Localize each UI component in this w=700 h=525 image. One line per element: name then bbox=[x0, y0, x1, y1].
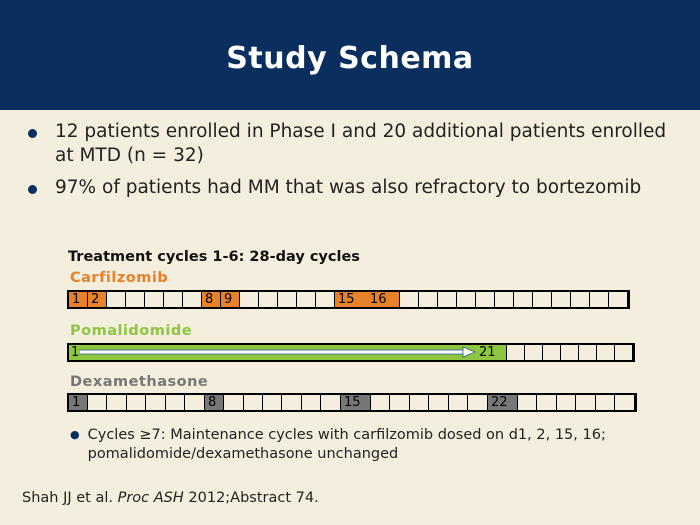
dexamethasone-dose-day: 15 bbox=[341, 395, 371, 410]
dexamethasone-dose-day: 22 bbox=[488, 395, 518, 410]
sub-bullet bbox=[70, 426, 680, 464]
carfilzomib-dose-day: 8 bbox=[202, 292, 221, 307]
pomalidomide-rest-day bbox=[579, 345, 597, 360]
carfilzomib-rest-day bbox=[259, 292, 278, 307]
carfilzomib-rest-day bbox=[164, 292, 183, 307]
continuous-dosing-arrow-icon bbox=[79, 345, 479, 360]
sub-bullet-text: Cycles ≥7: Maintenance cycles with carfilzomib dosed on d1, 2, 15, 16; pomalidomide/dexamethasone unchanged bbox=[87, 427, 606, 462]
carfilzomib-rest-day bbox=[240, 292, 259, 307]
reference-citation bbox=[22, 490, 319, 506]
carfilzomib-rest-day bbox=[107, 292, 126, 307]
dexamethasone-rest-day bbox=[469, 395, 488, 410]
bullet-item bbox=[28, 120, 668, 168]
carfilzomib-rest-day bbox=[400, 292, 419, 307]
bullet-dot-icon bbox=[28, 129, 37, 138]
dexamethasone-rest-day bbox=[186, 395, 205, 410]
dexamethasone-dosing-bar bbox=[67, 393, 637, 412]
dexamethasone-rest-day bbox=[577, 395, 596, 410]
dexamethasone-rest-day bbox=[322, 395, 341, 410]
dexamethasone-label: Dexamethasone bbox=[70, 374, 209, 390]
carfilzomib-rest-day bbox=[495, 292, 514, 307]
carfilzomib-rest-day bbox=[457, 292, 476, 307]
dexamethasone-rest-day bbox=[263, 395, 282, 410]
dexamethasone-rest-day bbox=[127, 395, 146, 410]
dexamethasone-rest-day bbox=[616, 395, 635, 410]
sub-bullet-dot-icon: ● bbox=[70, 428, 80, 441]
carfilzomib-dose-day: 1 bbox=[69, 292, 88, 307]
dexamethasone-rest-day bbox=[449, 395, 468, 410]
dexamethasone-rest-day bbox=[225, 395, 244, 410]
carfilzomib-dose-day: 2 bbox=[88, 292, 107, 307]
carfilzomib-rest-day bbox=[533, 292, 552, 307]
dexamethasone-rest-day bbox=[518, 395, 537, 410]
dexamethasone-rest-day bbox=[391, 395, 410, 410]
carfilzomib-dose-day: 15 bbox=[335, 292, 368, 307]
carfilzomib-rest-day bbox=[145, 292, 164, 307]
pomalidomide-label: Pomalidomide bbox=[70, 323, 193, 339]
schema-caption: Treatment cycles 1-6: 28-day cycles bbox=[68, 249, 360, 265]
pomalidomide-rest-day bbox=[543, 345, 561, 360]
dexamethasone-rest-day bbox=[557, 395, 576, 410]
pomalidomide-end-day-label: 21 bbox=[479, 345, 496, 360]
pomalidomide-rest-day bbox=[615, 345, 633, 360]
reference-authors: Shah JJ et al. bbox=[22, 490, 113, 506]
pomalidomide-rest-day bbox=[597, 345, 615, 360]
bullet-item bbox=[28, 176, 668, 200]
carfilzomib-rest-day bbox=[609, 292, 628, 307]
bullet-text: 97% of patients had MM that was also refractory to bortezomib bbox=[55, 177, 642, 198]
carfilzomib-rest-day bbox=[476, 292, 495, 307]
carfilzomib-rest-day bbox=[297, 292, 316, 307]
dexamethasone-dose-day: 8 bbox=[205, 395, 224, 410]
carfilzomib-rest-day bbox=[514, 292, 533, 307]
carfilzomib-dosing-bar bbox=[67, 290, 630, 309]
carfilzomib-label: Carfilzomib bbox=[70, 270, 169, 286]
carfilzomib-rest-day bbox=[126, 292, 145, 307]
dexamethasone-rest-day bbox=[596, 395, 615, 410]
bullet-dot-icon bbox=[28, 185, 37, 194]
bullet-list bbox=[28, 120, 668, 208]
pomalidomide-dosing-block bbox=[69, 345, 507, 360]
dexamethasone-rest-day bbox=[108, 395, 127, 410]
carfilzomib-rest-day bbox=[419, 292, 438, 307]
dexamethasone-rest-day bbox=[371, 395, 390, 410]
pomalidomide-rest-day bbox=[561, 345, 579, 360]
dexamethasone-dose-day: 1 bbox=[69, 395, 88, 410]
reference-details: 2012;Abstract 74. bbox=[188, 490, 319, 506]
title-banner bbox=[0, 0, 700, 110]
carfilzomib-dose-day: 9 bbox=[221, 292, 240, 307]
dexamethasone-rest-day bbox=[88, 395, 107, 410]
pomalidomide-rest-day bbox=[525, 345, 543, 360]
pomalidomide-start-day-label: 1 bbox=[71, 345, 80, 360]
dexamethasone-rest-day bbox=[283, 395, 302, 410]
dexamethasone-rest-day bbox=[538, 395, 557, 410]
carfilzomib-rest-day bbox=[590, 292, 609, 307]
dexamethasone-rest-day bbox=[410, 395, 429, 410]
dexamethasone-rest-day bbox=[244, 395, 263, 410]
dexamethasone-rest-day bbox=[166, 395, 185, 410]
reference-journal: Proc ASH bbox=[117, 490, 184, 506]
carfilzomib-rest-day bbox=[183, 292, 202, 307]
pomalidomide-dosing-bar bbox=[67, 343, 635, 362]
bullet-text: 12 patients enrolled in Phase I and 20 additional patients enrolled at MTD (n = 32) bbox=[55, 121, 667, 166]
pomalidomide-rest-day bbox=[507, 345, 525, 360]
carfilzomib-rest-day bbox=[316, 292, 335, 307]
carfilzomib-rest-day bbox=[438, 292, 457, 307]
slide-title: Study Schema bbox=[226, 40, 474, 76]
carfilzomib-rest-day bbox=[571, 292, 590, 307]
dexamethasone-rest-day bbox=[302, 395, 321, 410]
carfilzomib-rest-day bbox=[552, 292, 571, 307]
dexamethasone-rest-day bbox=[430, 395, 449, 410]
dexamethasone-rest-day bbox=[147, 395, 166, 410]
carfilzomib-rest-day bbox=[278, 292, 297, 307]
carfilzomib-dose-day: 16 bbox=[367, 292, 400, 307]
